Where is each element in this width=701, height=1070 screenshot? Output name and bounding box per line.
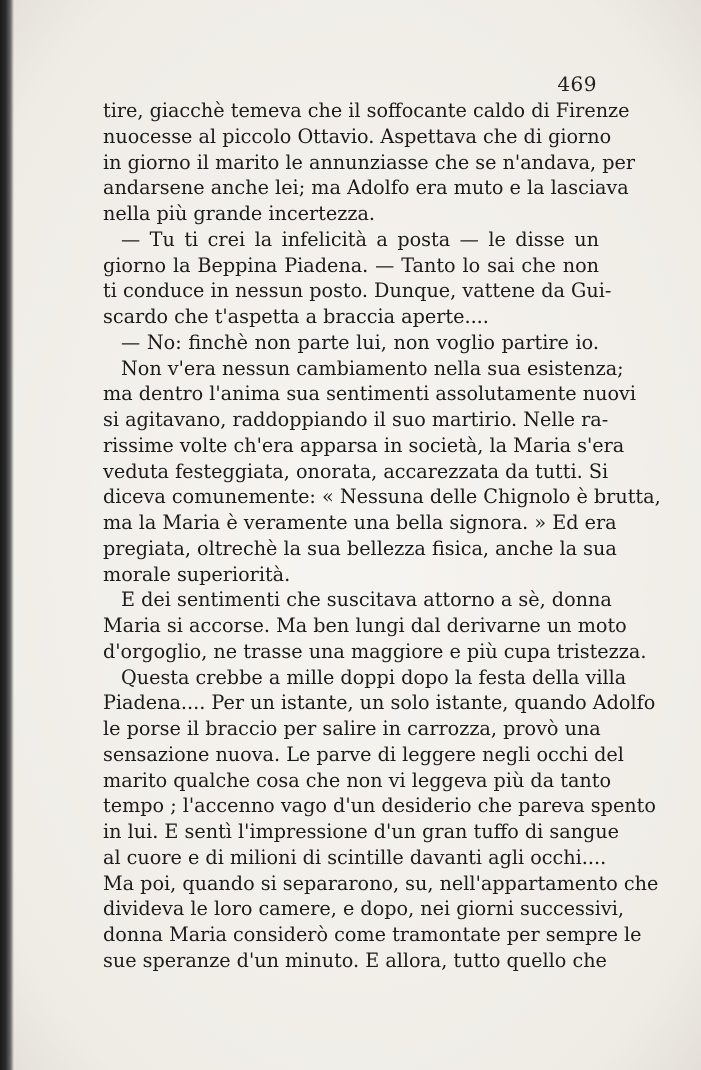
text-line: — No: finchè non parte lui, non voglio partire io. bbox=[121, 330, 599, 354]
text-line: scardo che t'aspetta a braccia aperte.... bbox=[103, 305, 489, 328]
text-line: E dei sentimenti che suscitava attorno a sè, donna bbox=[121, 588, 612, 612]
text-line: — Tu ti crei la infelicità a posta — le disse un bbox=[121, 227, 599, 251]
text-line: rissime volte ch'era apparsa in società, la Maria s'era bbox=[103, 433, 625, 457]
book-binding-shadow bbox=[0, 0, 14, 1070]
text-line: Ma poi, quando si separarono, su, nell'appartamento che bbox=[103, 871, 659, 895]
text-line: marito qualche cosa che non vi leggeva più da tanto bbox=[103, 768, 612, 792]
text-line: in giorno il marito le annunziasse che se n'andava, per bbox=[103, 150, 636, 174]
text-line: Piadena.... Per un istante, un solo istante, quando Adolfo bbox=[103, 691, 656, 715]
text-line: tempo ; l'accenno vago d'un desiderio che pareva spento bbox=[103, 794, 656, 818]
text-line: si agitavano, raddoppiando il suo martirio. Nelle ra- bbox=[103, 408, 609, 431]
text-line: tire, giacchè temeva che il soffocante caldo di Firenze bbox=[103, 99, 630, 122]
text-line: veduta festeggiata, onorata, accarezzata da tutti. Si bbox=[103, 459, 609, 483]
text-line: d'orgoglio, ne trasse una maggiore e più cupa tristezza. bbox=[103, 639, 647, 663]
text-line: diceva comunemente: « Nessuna delle Chignolo è brutta, bbox=[103, 485, 661, 509]
text-line: morale superiorità. bbox=[103, 562, 291, 586]
text-line: ma la Maria è veramente una bella signora. » Ed era bbox=[103, 511, 617, 534]
text-line: al cuore e di milioni di scintille davanti agli occhi.... bbox=[103, 845, 607, 869]
text-line: ma dentro l'anima sua sentimenti assolutamente nuovi bbox=[103, 382, 636, 406]
text-line: andarsene anche lei; ma Adolfo era muto e la lasciava bbox=[103, 176, 629, 200]
text-line: nuocesse al piccolo Ottavio. Aspettava che di giorno bbox=[103, 124, 612, 148]
text-line: divideva le loro camere, e dopo, nei giorni successivi, bbox=[103, 897, 624, 921]
text-line: sensazione nuova. Le parve di leggere negli occhi del bbox=[103, 742, 624, 766]
text-line: Questa crebbe a mille doppi dopo la festa della villa bbox=[121, 665, 627, 689]
text-line: le porse il braccio per salire in carrozza, provò una bbox=[103, 717, 601, 740]
text-line: donna Maria considerò come tramontate per sempre le bbox=[103, 923, 642, 946]
text-line: in lui. E sentì l'impressione d'un gran tuffo di sangue bbox=[103, 820, 620, 843]
text-line: ti conduce in nessun posto. Dunque, vattene da Gui- bbox=[103, 279, 612, 303]
body-text bbox=[103, 98, 661, 974]
page-number: 469 bbox=[557, 72, 597, 96]
text-line: giorno la Beppina Piadena. — Tanto lo sai che non bbox=[103, 253, 599, 277]
text-line: Non v'era nessun cambiamento nella sua esistenza; bbox=[121, 356, 624, 380]
text-line: pregiata, oltrechè la sua bellezza fisica, anche la sua bbox=[103, 536, 617, 560]
text-line: sue speranze d'un minuto. E allora, tutto quello che bbox=[103, 948, 607, 972]
text-line: nella più grande incertezza. bbox=[103, 202, 375, 225]
text-line: Maria si accorse. Ma ben lungi dal derivarne un moto bbox=[103, 614, 627, 637]
